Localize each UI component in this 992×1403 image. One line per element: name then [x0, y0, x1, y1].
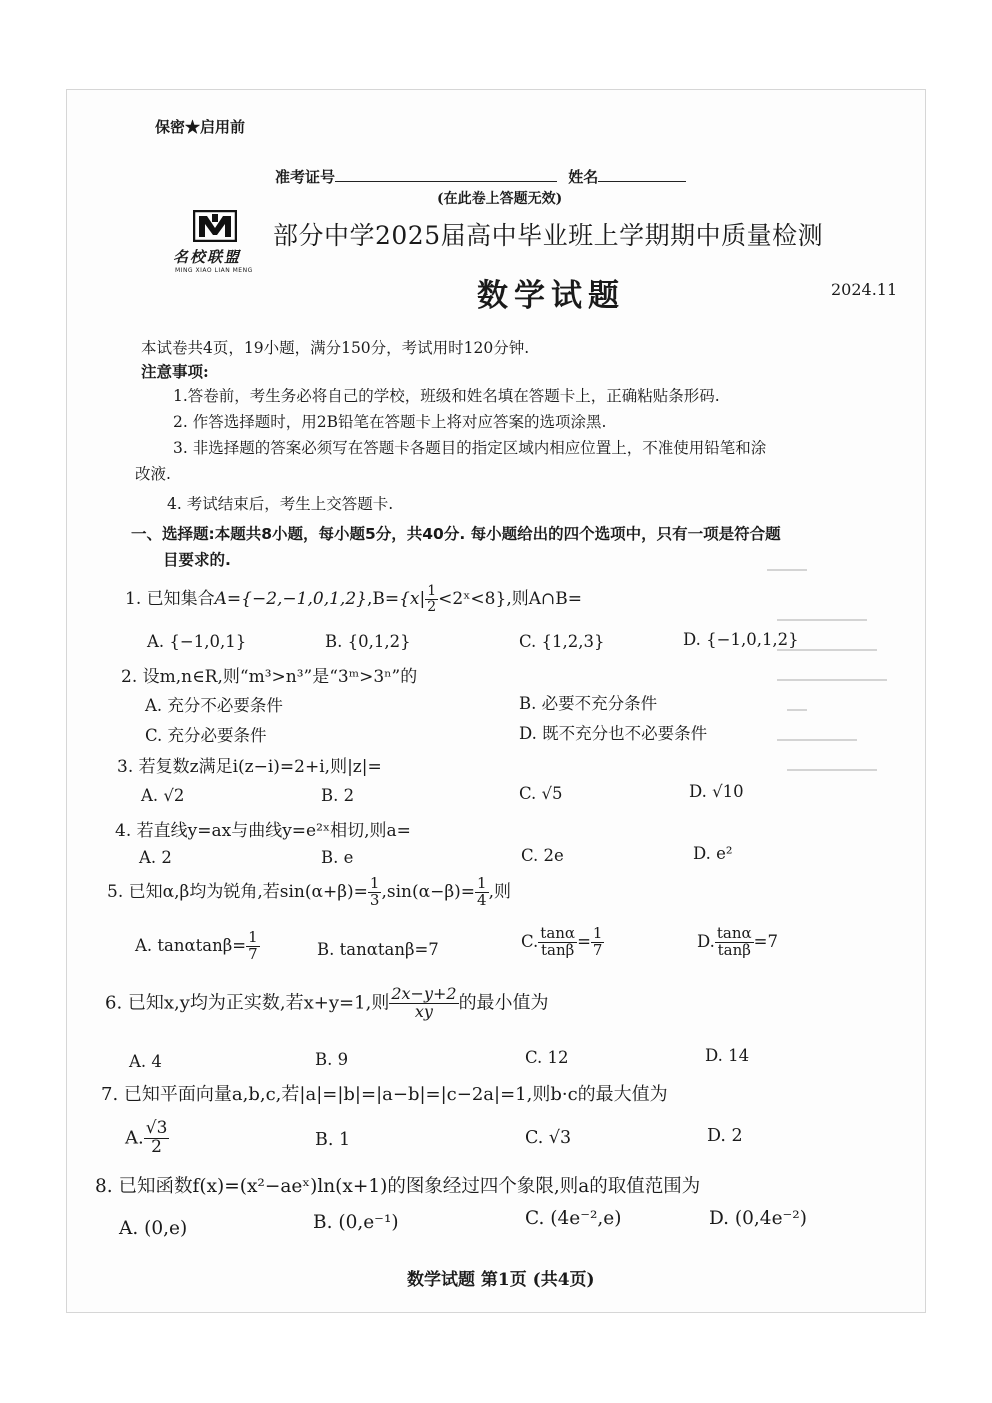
show-through-artifact: [757, 540, 917, 780]
question-6: [105, 986, 549, 1021]
exam-date: 2024.11: [831, 280, 898, 299]
confidential-mark: 保密★启用前: [155, 118, 246, 136]
q1-set-b-open: {x|: [399, 589, 426, 609]
q1-option-b: B. {0,1,2}: [325, 632, 411, 651]
q3-option-d: D. √10: [689, 782, 744, 801]
section-1-heading: 一、选择题:本题共8小题，每小题5分，共40分. 每小题给出的四个选项中，只有一项是符合题: [131, 525, 781, 543]
q5-c-fraction: $\frac{\tan\alpha}{\tan\beta}$: [540, 924, 576, 959]
q1-set-a: A={−2,−1,0,1,2}: [214, 589, 367, 609]
q5-fraction-2: $\frac{1}{4}$: [477, 874, 487, 909]
q7-option-d: D. 2: [707, 1126, 743, 1146]
q5-fraction-1: $\frac{1}{3}$: [369, 874, 380, 909]
note-2: 2. 作答选择题时，用2B铅笔在答题卡上将对应答案的选项涂黑.: [173, 413, 607, 431]
q6-option-a: A. 4: [129, 1052, 162, 1071]
question-2: 2. 设m,n∈R,则“m³>n³”是“3ᵐ>3ⁿ”的: [121, 667, 418, 687]
question-1: [125, 584, 582, 615]
q3-option-b: B. 2: [321, 786, 355, 805]
q1-stem-end: ,则A∩B=: [506, 589, 582, 609]
name-label: 姓名: [568, 168, 599, 186]
page-footer: 数学试题 第1页 (共4页): [407, 1270, 595, 1290]
q5-option-c: C. $\frac{\tan\alpha}{\tan\beta}$ = $\frac{1}{7}$: [521, 924, 603, 959]
q5-stem-start: 5. 已知α,β均为锐角,若sin(α+β)=: [107, 881, 368, 902]
q1-fraction: $\frac{1}{2}$: [427, 583, 437, 615]
question-7: 7. 已知平面向量a,b,c,若|a|=|b|=|a−b|=|c−2a|=1,则b·c的最大值为: [101, 1084, 668, 1105]
q5-option-b: B. tanαtanβ=7: [317, 940, 439, 959]
note-3: 3. 非选择题的答案必须写在答题卡各题目的指定区域内相应位置上，不准使用铅笔和涂: [173, 439, 767, 457]
q1-option-d: D. {−1,0,1,2}: [683, 630, 799, 649]
q4-option-b: B. e: [321, 848, 354, 867]
exam-number-label: 准考证号: [275, 168, 336, 186]
question-3: 3. 若复数z满足i(z−i)=2+i,则|z|=: [117, 757, 382, 777]
q6-fraction: $\frac{2x-y+2}{xy}$: [391, 984, 457, 1021]
note-1: 1.答卷前，考生务必将自己的学校，班级和姓名填在答题卡上，正确粘贴条形码.: [173, 387, 720, 405]
section-1-heading-continued: 目要求的.: [163, 551, 231, 569]
q5-a-fraction: $\frac{1}{7}$: [248, 928, 258, 963]
note-3-continued: 改液.: [135, 465, 171, 483]
question-5: [107, 876, 511, 909]
q7-option-b: B. 1: [315, 1130, 351, 1150]
exam-number-blank: [335, 167, 557, 182]
q6-stem-start: 6. 已知x,y均为正实数,若x+y=1,则: [105, 992, 390, 1014]
candidate-info-line: [275, 166, 686, 187]
q5-option-d: D. $\frac{\tan\alpha}{\tan\beta}$ =7: [697, 924, 778, 959]
q5-c-result-fraction: $\frac{1}{7}$: [592, 924, 603, 959]
q5-option-a: A. tanαtanβ= $\frac{1}{7}$: [135, 928, 258, 963]
q4-option-a: A. 2: [139, 848, 172, 867]
exam-page: [66, 89, 926, 1313]
subject-title: 数学试题: [477, 278, 625, 314]
q8-option-d: D. (0,4e⁻²): [709, 1208, 807, 1229]
q6-option-c: C. 12: [525, 1048, 569, 1067]
logo-chinese-name: 名校联盟: [173, 248, 242, 266]
name-blank: [598, 167, 686, 182]
q5-stem-middle: ,sin(α−β)=: [381, 881, 476, 902]
q8-option-b: B. (0,e⁻¹): [313, 1212, 399, 1233]
logo-english-name: MING XIAO LIAN MENG: [175, 267, 253, 274]
note-4: 4. 考试结束后，考生上交答题卡.: [167, 495, 394, 513]
q3-option-a: A. √2: [141, 786, 185, 805]
q8-option-a: A. (0,e): [119, 1218, 188, 1239]
question-8: 8. 已知函数f(x)=(x²−aeˣ)ln(x+1)的图象经过四个象限,则a的取值范围为: [95, 1176, 701, 1197]
exam-title: 部分中学2025届高中毕业班上学期期中质量检测: [273, 221, 824, 250]
q2-option-a: A. 充分不必要条件: [145, 696, 283, 715]
school-alliance-logo: [173, 210, 261, 280]
q6-option-d: D. 14: [705, 1046, 750, 1065]
q8-option-c: C. (4e⁻²,e): [525, 1208, 622, 1229]
q4-option-d: D. e²: [693, 844, 733, 863]
q5-d-fraction: $\frac{\tan\alpha}{\tan\beta}$: [716, 924, 752, 959]
notes-title: 注意事项:: [141, 362, 209, 381]
q2-option-c: C. 充分必要条件: [145, 726, 267, 745]
q1-option-c: C. {1,2,3}: [519, 632, 605, 651]
q1-option-a: A. {−1,0,1}: [147, 632, 247, 651]
q7-option-a: A. $\frac{√3}{2}$: [125, 1118, 168, 1157]
q7-a-fraction: $\frac{√3}{2}$: [145, 1118, 168, 1157]
q6-option-b: B. 9: [315, 1050, 349, 1069]
question-4: 4. 若直线y=ax与曲线y=e²ˣ相切,则a=: [115, 821, 411, 841]
q2-option-d: D. 既不充分也不必要条件: [519, 724, 708, 743]
q7-option-c: C. √3: [525, 1128, 572, 1148]
invalid-note: (在此卷上答题无效): [437, 191, 563, 207]
q1-inequality: <2ˣ<8}: [438, 589, 507, 609]
logo-emblem-icon: [193, 210, 237, 242]
q1-stem-start: 1. 已知集合: [125, 589, 215, 609]
q1-connector: ,B=: [366, 589, 400, 609]
paper-summary: 本试卷共4页，19小题，满分150分，考试用时120分钟.: [141, 339, 530, 357]
q6-stem-end: 的最小值为: [458, 992, 549, 1014]
q3-option-c: C. √5: [519, 784, 563, 803]
q4-option-c: C. 2e: [521, 846, 564, 865]
q2-option-b: B. 必要不充分条件: [519, 694, 658, 713]
q5-stem-end: ,则: [488, 881, 511, 902]
